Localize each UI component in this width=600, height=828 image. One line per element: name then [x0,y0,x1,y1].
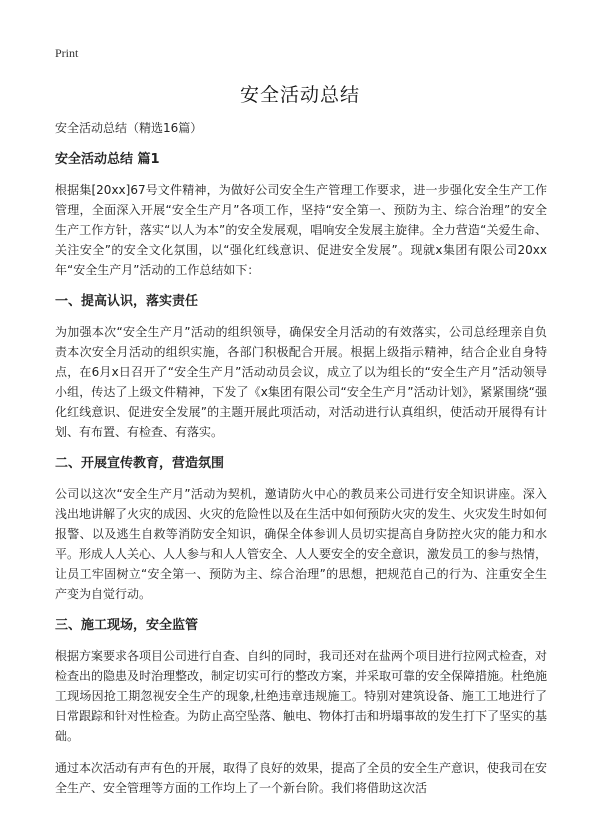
section-paragraph-1: 为加强本次“安全生产月”活动的组织领导，确保安全月活动的有效落实，公司总经理亲自负责本次安全月活动的组织实施，各部门积极配合开展。根据上级指示精神，结合企业自身特点，在6月x日召开了“安全生产月”活动动员会议，成立了以为组长的“安全生产月”活动领导小组，传达了上级文件精神，下发了《x集团有限公司“安全生产月”活动计划》，紧紧围绕“强化红线意识、促进安全发展”的主题开展此项活动，对活动进行认真组织，使活动开展得有计划、有布置、有检查、有落实。 [55,325,547,439]
print-link[interactable]: Print [55,46,79,60]
section-paragraph-2: 公司以这次“安全生产月”活动为契机，邀请防火中心的教员来公司进行安全知识讲座。深入浅出地讲解了火灾的成因、火灾的危险性以及在生活中如何预防火灾的发生、火灾发生时如何报警、以及逃生自救等消防安全知识，确保全体参训人员切实提高自身防控火灾的能力和水平。形成人人关心、人人参与和人人管安全、人人要安全的安全意识，激发员工的参与热情，让员工牢固树立“安全第一、预防为主、综合治理”的思想，把规范自己的行为、注重安全生产变为自觉行动。 [55,487,548,601]
article-heading: 安全活动总结 篇1 [55,152,160,167]
section-paragraph-3: 根据方案要求各项目公司进行自查、自纠的同时，我司还对在盐两个项目进行拉网式检查，对检查出的隐患及时治理整改，制定切实可行的整改方案，并采取可靠的安全保障措施。杜绝施工现场因抢工期忽视安全生产的现象,杜绝违章违规施工。特别对建筑设备、施工工地进行了日常跟踪和针对性检查。为防止高空坠落、触电、物体打击和坍塌事故的发生打下了坚实的基础。 [55,649,548,743]
article-body [55,118,547,810]
section-heading-1: 一、提高认识，落实责任 [55,294,199,309]
section-heading-3: 三、施工现场，安全监管 [55,618,199,633]
section-heading-2: 二、开展宣传教育，营造氛围 [55,456,225,471]
closing-paragraph: 通过本次活动有声有色的开展，取得了良好的效果，提高了全员的安全生产意识，使我司在安全生产、安全管理等方面的工作均上了一个新台阶。我们将借助这次活 [55,761,548,795]
intro-paragraph: 根据集[20xx]67号文件精神，为做好公司安全生产管理工作要求，进一步强化安全生产工作管理，全面深入开展“安全生产月”各项工作，坚持“安全第一、预防为主、综合治理”的安全生产工作方针，落实“以人为本”的安全发展观，唱响安全发展主旋律。全力营造“关爱生命、关注安全”的安全文化氛围，以“强化红线意识、促进安全发展”。现就x集团有限公司20xx年“安全生产月”活动的工作总结如下： [55,183,547,277]
document-subtitle: 安全活动总结（精选16篇） [55,121,203,135]
page-title: 安全活动总结 [239,84,360,106]
